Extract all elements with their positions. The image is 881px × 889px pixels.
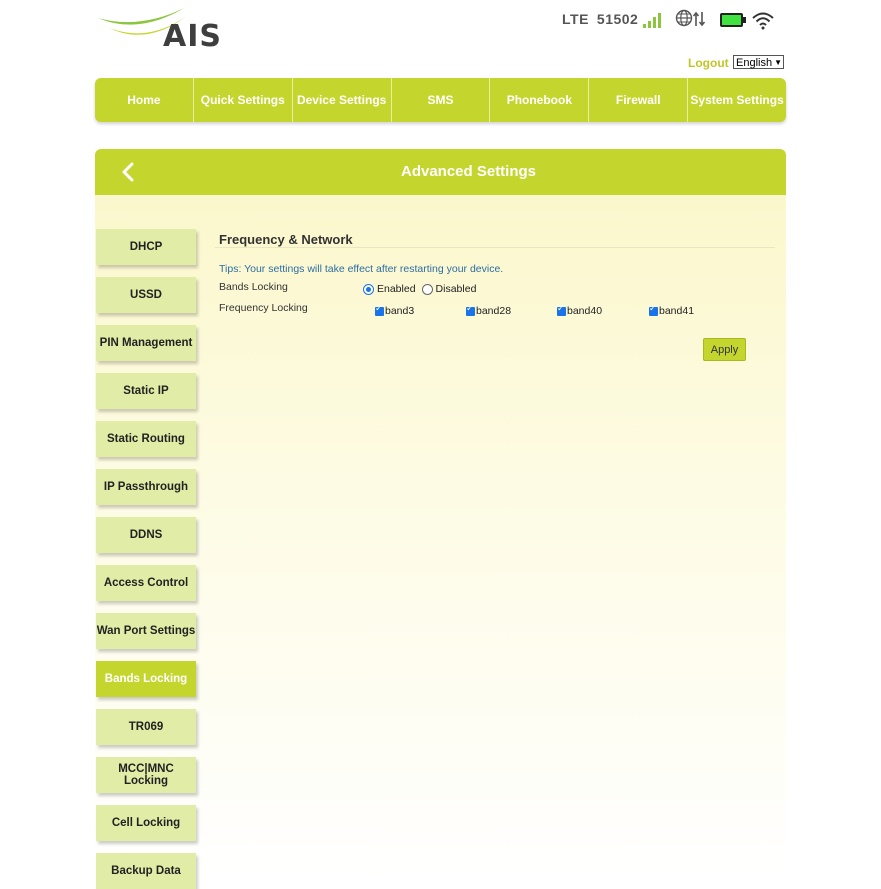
band40-checkbox[interactable] [557,307,566,316]
operator-code: 51502 [596,11,639,27]
apply-button[interactable]: Apply [703,338,746,361]
panel-header [95,149,786,195]
wifi-icon [751,10,775,30]
brand-name: AIS [163,19,222,54]
bands-locking-radio-group [363,283,476,295]
frequency-locking-label: Frequency Locking [219,302,308,314]
back-arrow-icon[interactable] [121,162,135,182]
nav-home[interactable]: Home [95,78,194,122]
section-title: Frequency & Network [219,232,353,247]
internet-connection-icon [675,9,707,29]
top-nav [95,78,786,122]
sidebar-item-wan-port-settings[interactable]: Wan Port Settings [96,613,196,649]
sidebar-item-static-ip[interactable]: Static IP [96,373,196,409]
panel-body [95,195,786,881]
band3-label: band3 [385,305,415,317]
sidebar-item-tr069[interactable]: TR069 [96,709,196,745]
network-type: LTE [562,11,589,27]
network-status [562,11,638,27]
enabled-radio[interactable] [363,284,374,295]
sidebar-item-ussd[interactable]: USSD [96,277,196,313]
battery-icon [719,12,747,28]
band28-option [466,305,511,317]
band41-checkbox[interactable] [649,307,658,316]
nav-phonebook[interactable]: Phonebook [490,78,589,122]
section-divider [215,247,775,248]
signal-strength-icon [641,11,663,29]
band3-checkbox[interactable] [375,307,384,316]
tips-text: Tips: Your settings will take effect after restarting your device. [219,263,504,275]
sidebar-item-mcc-mnc-locking[interactable]: MCC|MNC Locking [96,757,196,793]
bands-locking-label: Bands Locking [219,281,288,293]
sidebar-item-static-routing[interactable]: Static Routing [96,421,196,457]
nav-device-settings[interactable]: Device Settings [293,78,392,122]
sidebar-item-backup-data[interactable]: Backup Data [96,853,196,889]
nav-sms[interactable]: SMS [392,78,491,122]
band28-label: band28 [476,305,512,317]
nav-system-settings[interactable]: System Settings [690,93,784,107]
sidebar-item-cell-locking[interactable]: Cell Locking [96,805,196,841]
band3-option [375,305,414,317]
band28-checkbox[interactable] [466,307,475,316]
sidebar-item-dhcp[interactable]: DHCP [96,229,196,265]
enabled-label: Enabled [377,283,416,295]
chevron-down-icon: ▼ [774,58,782,67]
nav-quick-settings[interactable]: Quick Settings [194,78,293,122]
band41-label: band41 [659,305,695,317]
sidebar-item-pin-management[interactable]: PIN Management [96,325,196,361]
sidebar-item-bands-locking[interactable]: Bands Locking [96,661,196,697]
sidebar-item-access-control[interactable]: Access Control [96,565,196,601]
disabled-radio[interactable] [422,284,433,295]
nav-firewall[interactable]: Firewall [589,78,688,122]
language-selected: English [736,57,773,69]
disabled-label: Disabled [435,283,477,295]
sidebar-item-ip-passthrough[interactable]: IP Passthrough [96,469,196,505]
panel-title: Advanced Settings [400,163,537,180]
sidebar-item-ddns[interactable]: DDNS [96,517,196,553]
language-select[interactable] [733,55,784,69]
band40-option [557,305,602,317]
logout-link[interactable]: Logout [688,56,729,70]
band41-option [649,305,694,317]
band40-label: band40 [567,305,603,317]
